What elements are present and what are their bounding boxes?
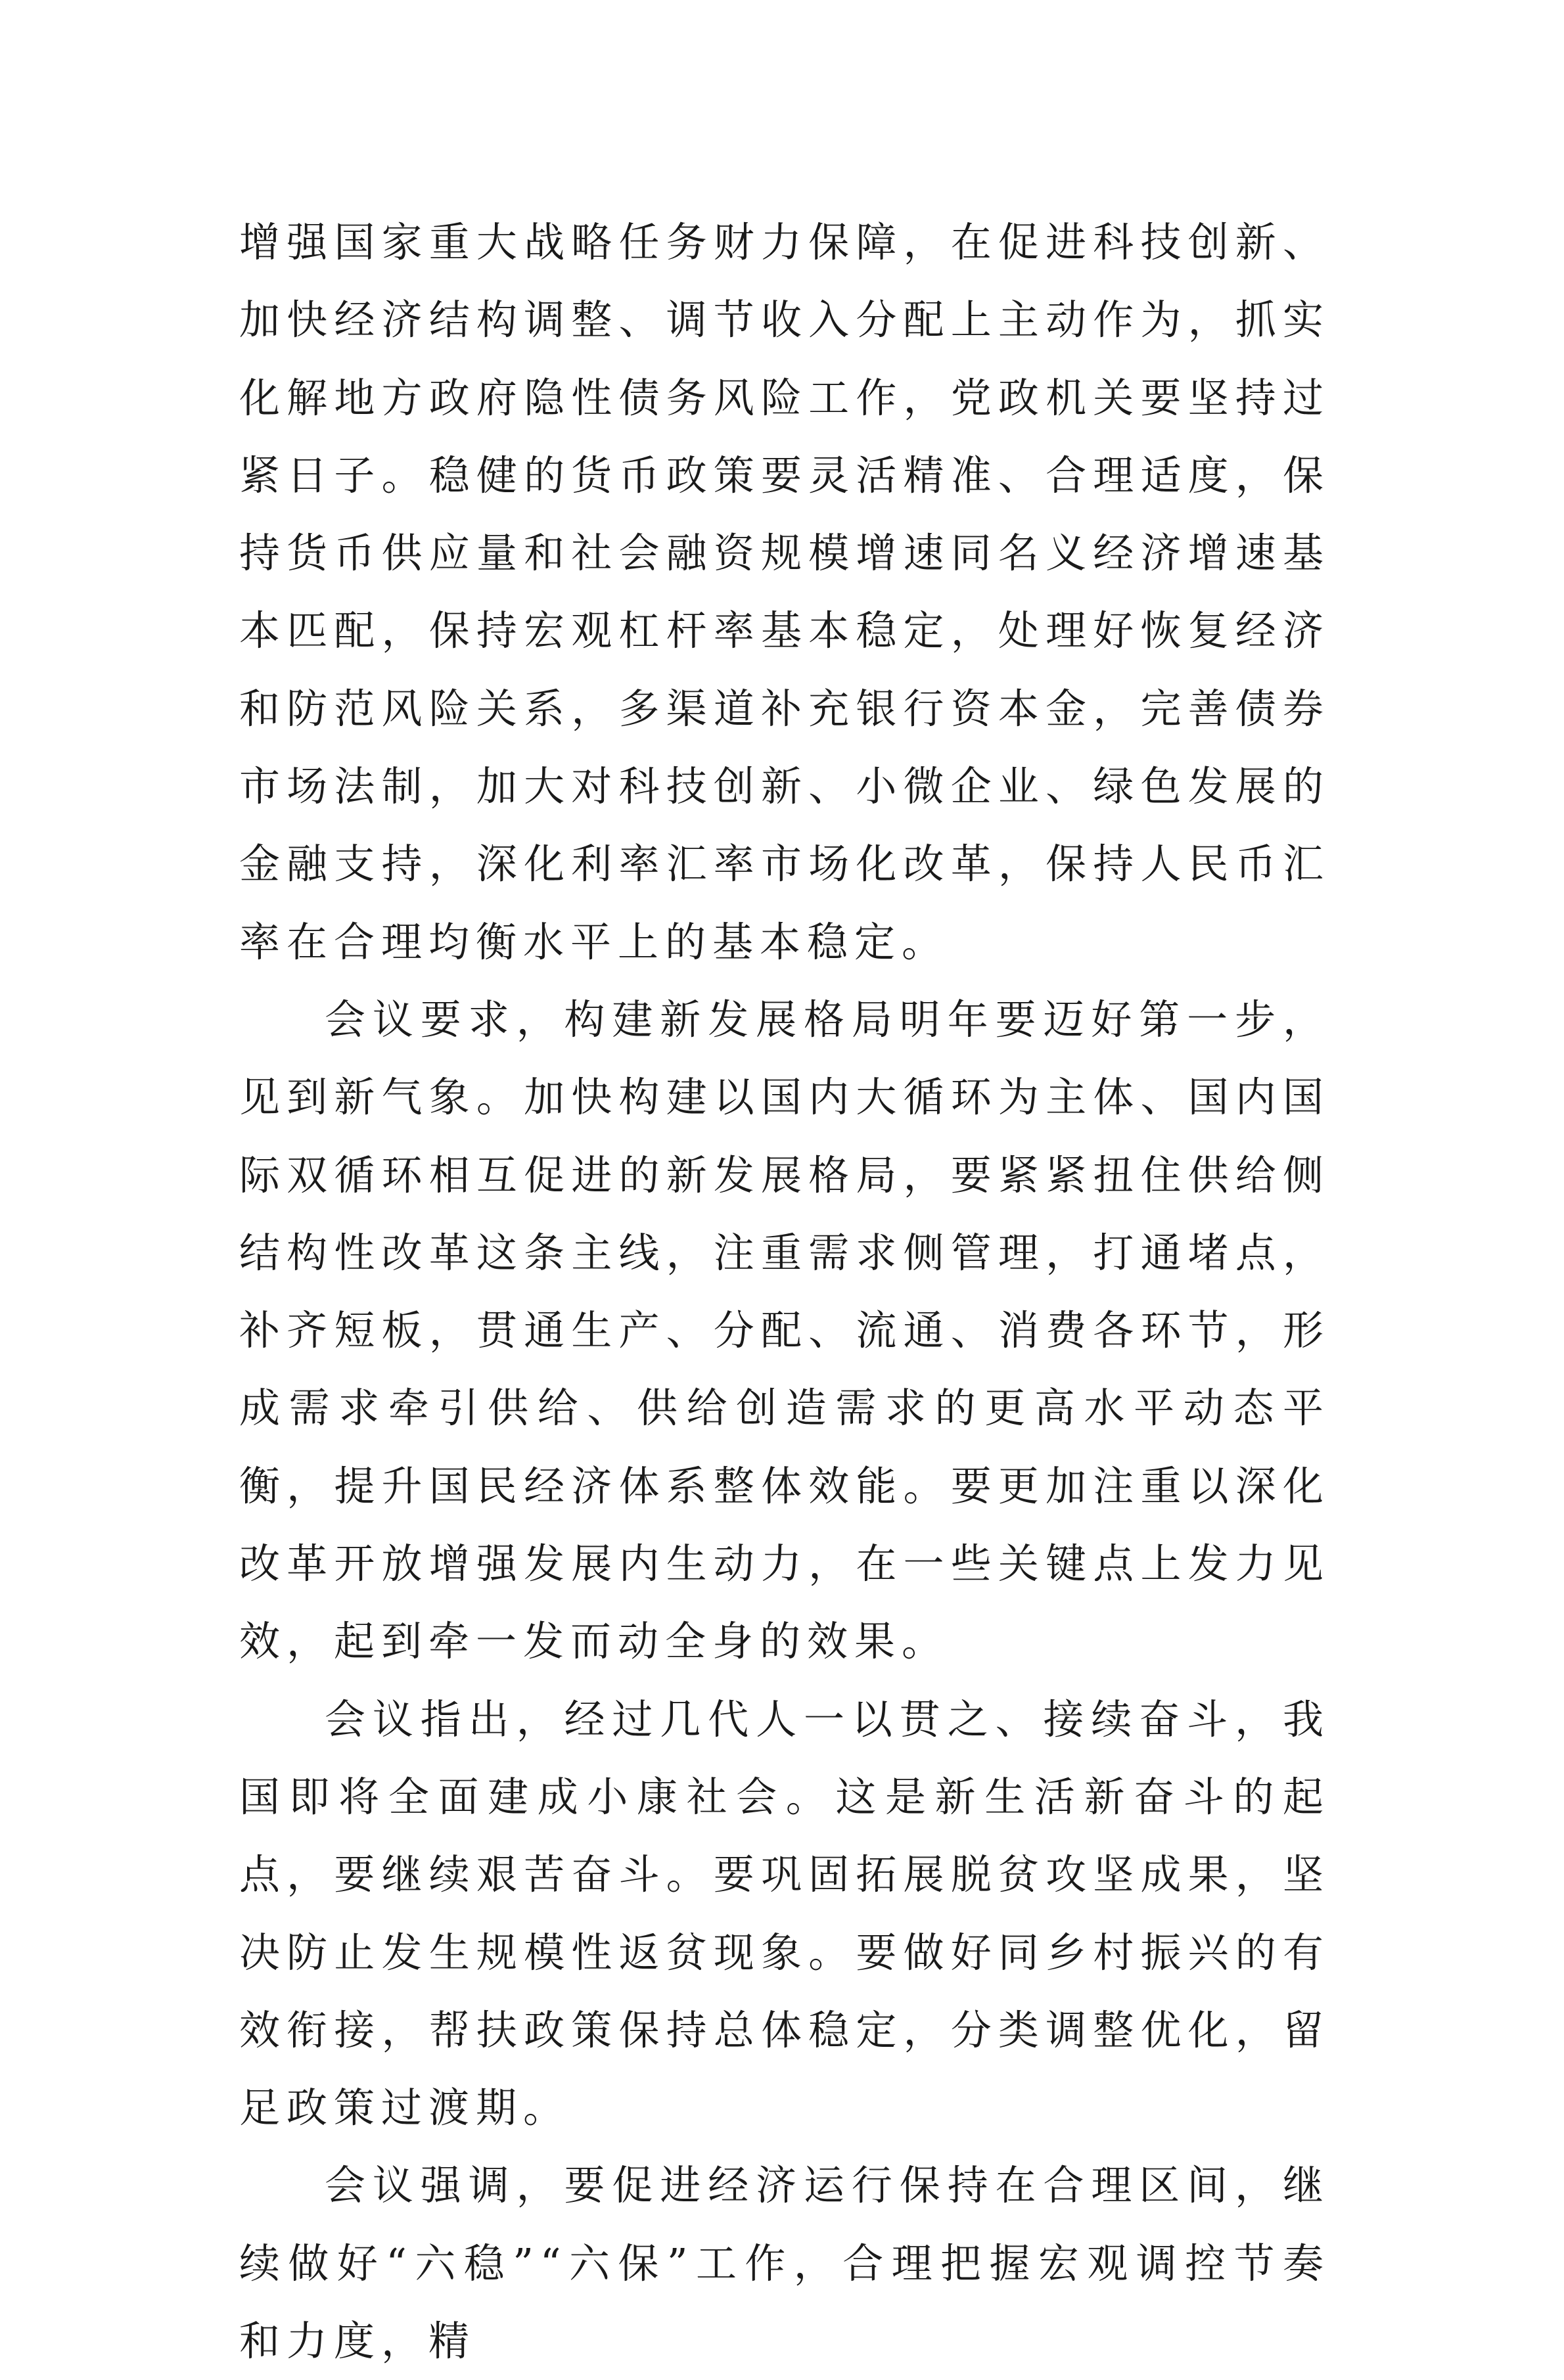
document-body: [239, 204, 1330, 2380]
paragraph-poverty-alleviation: 会议指出，经过几代人一以贯之、接续奋斗，我国即将全面建成小康社会。这是新生活新奋斗的起点，要继续艰苦奋斗。要巩固拓展脱贫攻坚成果，坚决防止发生规模性返贫现象。要做好同乡村振兴的有效衔接，帮扶政策保持总体稳定，分类调整优化，留足政策过渡期。: [239, 1695, 1330, 2132]
paragraph-fiscal-monetary-policy: 增强国家重大战略任务财力保障，在促进科技创新、加快经济结构调整、调节收入分配上主动作为，抓实化解地方政府隐性债务风险工作，党政机关要坚持过紧日子。稳健的货币政策要灵活精准、合理适度，保持货币供应量和社会融资规模增速同名义经济增速基本匹配，保持宏观杠杆率基本稳定，处理好恢复经济和防范风险关系，多渠道补充银行资本金，完善债券市场法制，加大对科技创新、小微企业、绿色发展的金融支持，深化利率汇率市场化改革，保持人民币汇率在合理均衡水平上的基本稳定。: [239, 218, 1330, 966]
paragraph-economic-operation: 会议强调，要促进经济运行保持在合理区间，继续做好“六稳”“六保”工作，合理把握宏观调控节奏和力度，精: [239, 2161, 1330, 2366]
paragraph-new-development-pattern: 会议要求，构建新发展格局明年要迈好第一步，见到新气象。加快构建以国内大循环为主体、国内国际双循环相互促进的新发展格局，要紧紧扭住供给侧结构性改革这条主线，注重需求侧管理，打通堵点，补齐短板，贯通生产、分配、流通、消费各环节，形成需求牵引供给、供给创造需求的更高水平动态平衡，提升国民经济体系整体效能。要更加注重以深化改革开放增强发展内生动力，在一些关键点上发力见效，起到牵一发而动全身的效果。: [239, 995, 1330, 1666]
